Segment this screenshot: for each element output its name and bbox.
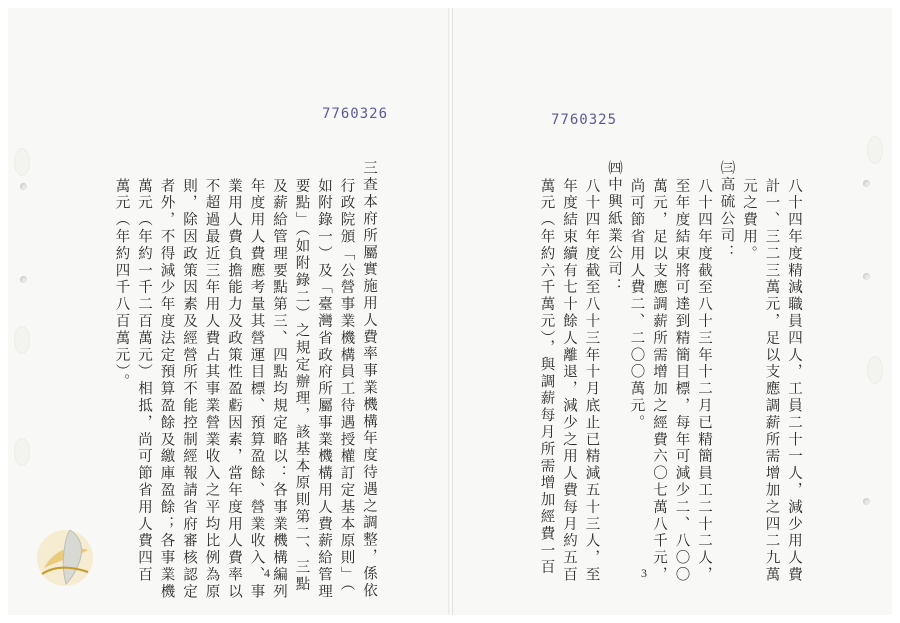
text-column: 八十四年度截至八十三年十二月已精簡員工二十二人， [696,178,712,584]
binding-crease [14,326,30,354]
text-column: 及薪給管理要點第三、四點均規定略以：各事業機構編列 [271,178,287,601]
text-column: 要點」（如附錄二）之規定辦理，該基本原則第二、三點 [293,178,310,594]
binding-crease [14,438,30,466]
binding-hole [863,498,870,505]
text-column: ㈢高硫公司： [718,160,735,262]
text-column: ㈣中興紙業公司： [606,160,622,296]
doc-number-left: 7760326 [322,106,389,122]
text-column: 計一、三二三萬元，足以支應調薪所需增加之四二九萬 [763,178,780,584]
text-column: 萬元（年約六千萬元），與調薪每月所需增加經費一百 [538,178,555,577]
text-column: 年度結束續有七十餘人離退，減少之用人費每月約五百 [561,178,577,584]
text-column: 萬元（年約四千八百萬元）。 [113,178,130,391]
text-column: 尚可節省用人費二、二〇〇萬元。 [628,178,645,432]
text-column: 不超過最近三年用人費占其事業營業收入之平均比例為原 [203,178,220,601]
text-column: 者外，不得減少年度法定預算盈餘及繳庫盈餘；各事業機 [158,178,175,601]
taiwan-map-logo [30,520,100,590]
binding-hole [20,276,27,283]
right-page [452,8,892,615]
text-column: 三查本府所屬實施用人費率事業機構年度待遇之調整，係依 [361,160,377,600]
text-column: 至年度結束將可達到精簡目標，每年可減少二、八〇〇 [673,178,690,584]
text-column: 八十四年度截至八十三年十月底止已精減五十三人，至 [583,178,600,584]
text-column: 八十四年度精減職員四人，工員二十一人，減少用人費 [786,178,802,584]
document-spread [8,8,892,615]
binding-crease [14,148,30,176]
page-number-left: 4 [264,566,270,580]
text-column: 元之費用。 [741,178,757,263]
text-column: 行政院頒「公營事業機構員工待遇授權訂定基本原則」（ [338,178,355,594]
text-column: 業用人費負擔能力及政策性盈虧因素，當年度用人費率以 [226,178,242,601]
text-column: 萬元，足以支應調薪所需增加之經費六〇七萬八千元， [651,178,667,584]
text-column: 萬元（年約一千二百萬元）相抵，尚可節省用人費四百 [136,178,152,584]
binding-crease [867,136,883,164]
doc-number-right: 7760325 [551,112,618,128]
text-column: 如附錄一）及「臺灣省政府所屬事業機構用人費薪給管理 [316,178,332,601]
binding-hole [863,273,870,280]
binding-crease [867,356,883,384]
binding-hole [863,180,870,187]
text-column: 則，除因政策因素及經營所不能控制經報請省府審核認定 [181,178,197,601]
text-column: 年度用人費應考量其營運目標、預算盈餘、營業收入、事 [248,178,265,601]
page-number-right: 3 [641,566,647,580]
binding-hole [20,183,27,190]
